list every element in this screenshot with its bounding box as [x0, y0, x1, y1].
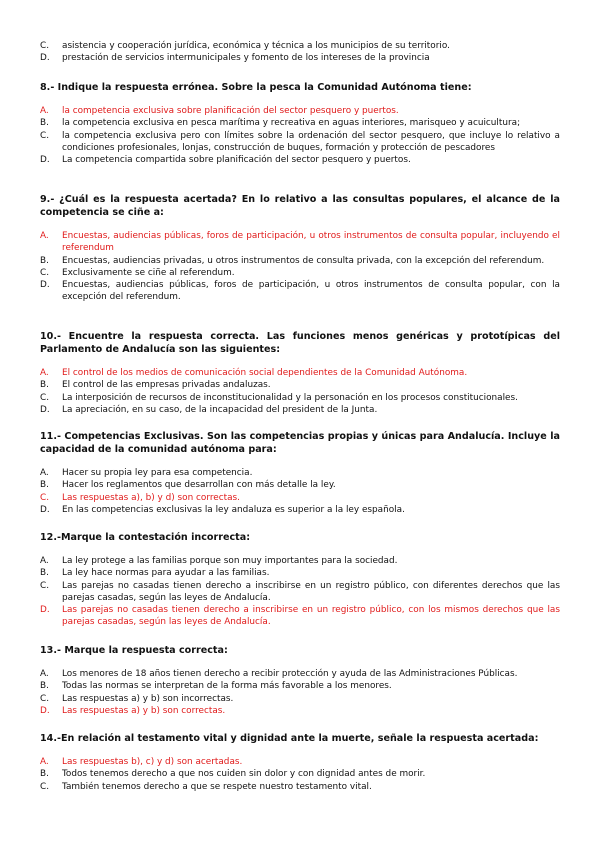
option-letter: A.	[40, 231, 49, 241]
answer-option	[40, 467, 560, 479]
question-title: 10.- Encuentre la respuesta correcta. Las funciones menos genéricas y prototípicas del Parlamento de Andalucía son las siguientes:	[40, 331, 560, 355]
option-text: Hacer su propia ley para esa competencia.	[62, 468, 253, 478]
option-text: Encuestas, audiencias privadas, u otros instrumentos de consulta privada, con la excepción del referendum.	[62, 255, 545, 266]
answer-option	[40, 693, 560, 705]
option-text: la competencia exclusiva sobre planificación del sector pesquero y puertos.	[62, 106, 399, 116]
option-text: Las respuestas a) y b) son correctas.	[62, 705, 226, 716]
option-text: El control de las empresas privadas andaluzas.	[62, 380, 271, 391]
option-letter: B.	[40, 681, 49, 692]
option-letter: D.	[40, 53, 50, 64]
option-text: El control de los medios de comunicación social dependientes de la Comunidad Autónoma.	[62, 368, 468, 378]
option-letter: C.	[40, 41, 50, 51]
question-title: 8.- Indique la respuesta errónea. Sobre la pesca la Comunidad Autónoma tiene:	[40, 82, 472, 93]
option-letter: A.	[40, 669, 49, 679]
option-text: Las respuestas a) y b) son incorrectas.	[62, 693, 234, 704]
question-block	[40, 644, 560, 717]
question-title: 13.- Marque la respuesta correcta:	[40, 645, 228, 656]
question-block	[40, 193, 560, 304]
answer-option	[40, 555, 560, 567]
answer-option	[40, 40, 560, 52]
option-text: Las parejas no casadas tienen derecho a inscribirse en un registro público, con los mismos derechos que las parejas casadas, según las leyes de Andalucía.	[62, 605, 560, 628]
option-letter: B.	[40, 480, 49, 491]
option-text: Las respuestas b), c) y d) son acertadas.	[62, 757, 243, 767]
option-letter: C.	[40, 781, 50, 792]
answer-option	[40, 267, 560, 279]
option-letter: B.	[40, 255, 49, 266]
options-list	[40, 367, 560, 416]
option-letter: C.	[40, 580, 50, 591]
options-list	[40, 467, 560, 516]
option-text: Las parejas no casadas tienen derecho a inscribirse en un registro público, con diferentes derechos que las parejas casadas, según las leyes de Andalucía.	[62, 580, 560, 603]
answer-option	[40, 392, 560, 404]
option-text: asistencia y cooperación jurídica, económica y técnica a los municipios de su territorio.	[62, 41, 450, 51]
answer-option	[40, 230, 560, 255]
option-text: La apreciación, en su caso, de la incapacidad del president de la Junta.	[62, 404, 378, 415]
option-letter: A.	[40, 368, 49, 378]
option-text: En las competencias exclusivas la ley andaluza es superior a la ley española.	[62, 504, 405, 515]
question-block	[40, 330, 560, 416]
option-text: Los menores de 18 años tienen derecho a recibir protección y ayuda de las Administraciones Públicas.	[62, 669, 518, 679]
options-list	[40, 40, 560, 65]
option-text: Encuestas, audiencias públicas, foros de participación, u otros instrumentos de consulta popular, con la excepción del referendum.	[62, 280, 560, 303]
option-letter: B.	[40, 118, 49, 129]
option-letter: B.	[40, 769, 49, 780]
option-text: prestación de servicios intermunicipales y fomento de los intereses de la provincia	[62, 53, 430, 64]
question-title: 14.-En relación al testamento vital y dignidad ante la muerte, señale la respuesta acertada:	[40, 733, 539, 744]
question-block	[40, 732, 560, 793]
option-letter: C.	[40, 392, 50, 403]
answer-option	[40, 130, 560, 155]
answer-option	[40, 580, 560, 605]
option-letter: B.	[40, 568, 49, 579]
answer-option	[40, 52, 560, 64]
options-list	[40, 105, 560, 166]
answer-option	[40, 781, 560, 793]
option-text: La ley protege a las familias porque son muy importantes para la sociedad.	[62, 556, 398, 566]
option-text: la competencia exclusiva pero con límites sobre la ordenación del sector pesquero, que incluye lo relativo a condiciones profesionales, lonjas, construcción de buques, formación y protección de pescadores	[62, 130, 560, 153]
question-title: 12.-Marque la contestación incorrecta:	[40, 532, 251, 543]
option-text: la competencia exclusiva en pesca marítima y recreativa en aguas interiores, marisqueo y acuicultura;	[62, 118, 521, 129]
question-block	[40, 81, 560, 166]
option-letter: B.	[40, 380, 49, 391]
question-block	[40, 430, 560, 516]
option-letter: A.	[40, 757, 49, 767]
option-text: Las respuestas a), b) y d) son correctas.	[62, 492, 240, 503]
question-block	[40, 531, 560, 629]
option-letter: D.	[40, 155, 50, 166]
option-text: También tenemos derecho a que se respete nuestro testamento vital.	[62, 781, 372, 792]
option-letter: A.	[40, 106, 49, 116]
options-list	[40, 230, 560, 304]
question-title: 9.- ¿Cuál es la respuesta acertada? En lo relativo a las consultas populares, el alcance de la competencia se ciñe a:	[40, 194, 560, 218]
answer-option	[40, 567, 560, 579]
option-letter: D.	[40, 504, 50, 515]
answer-option	[40, 604, 560, 629]
option-letter: D.	[40, 404, 50, 415]
question-title: 11.- Competencias Exclusivas. Son las competencias propias y únicas para Andalucía. Incluye la capacidad de la comunidad autónoma para:	[40, 431, 560, 455]
answer-option	[40, 379, 560, 391]
option-text: La interposición de recursos de inconstitucionalidad y la personación en los procesos constitucionales.	[62, 392, 518, 403]
answer-option	[40, 117, 560, 129]
option-letter: C.	[40, 693, 50, 704]
options-list	[40, 756, 560, 793]
answer-option	[40, 404, 560, 416]
answer-option	[40, 668, 560, 680]
options-list	[40, 668, 560, 717]
answer-option	[40, 154, 560, 166]
option-text: Exclusivamente se ciñe al referendum.	[62, 267, 235, 278]
option-text: Hacer los reglamentos que desarrollan con más detalle la ley.	[62, 480, 336, 491]
option-letter: D.	[40, 280, 50, 291]
option-text: La competencia compartida sobre planificación del sector pesquero y puertos.	[62, 155, 411, 166]
answer-option	[40, 105, 560, 117]
answer-option	[40, 367, 560, 379]
option-letter: C.	[40, 130, 50, 141]
answer-option	[40, 279, 560, 304]
answer-option	[40, 705, 560, 717]
question-block	[40, 40, 560, 65]
answer-option	[40, 504, 560, 516]
option-text: La ley hace normas para ayudar a las familias.	[62, 568, 270, 579]
answer-option	[40, 479, 560, 491]
option-letter: D.	[40, 605, 50, 616]
answer-option	[40, 492, 560, 504]
option-letter: A.	[40, 556, 49, 566]
answer-option	[40, 680, 560, 692]
option-text: Todos tenemos derecho a que nos cuiden sin dolor y con dignidad antes de morir.	[62, 769, 426, 780]
option-text: Todas las normas se interpretan de la forma más favorable a los menores.	[62, 681, 392, 692]
option-letter: D.	[40, 705, 50, 716]
option-letter: A.	[40, 468, 49, 478]
answer-option	[40, 255, 560, 267]
options-list	[40, 555, 560, 629]
answer-option	[40, 768, 560, 780]
answer-option	[40, 756, 560, 768]
option-letter: C.	[40, 492, 50, 503]
option-text: Encuestas, audiencias públicas, foros de participación, u otros instrumentos de consulta popular, incluyendo el referendum	[62, 231, 560, 254]
option-letter: C.	[40, 267, 50, 278]
